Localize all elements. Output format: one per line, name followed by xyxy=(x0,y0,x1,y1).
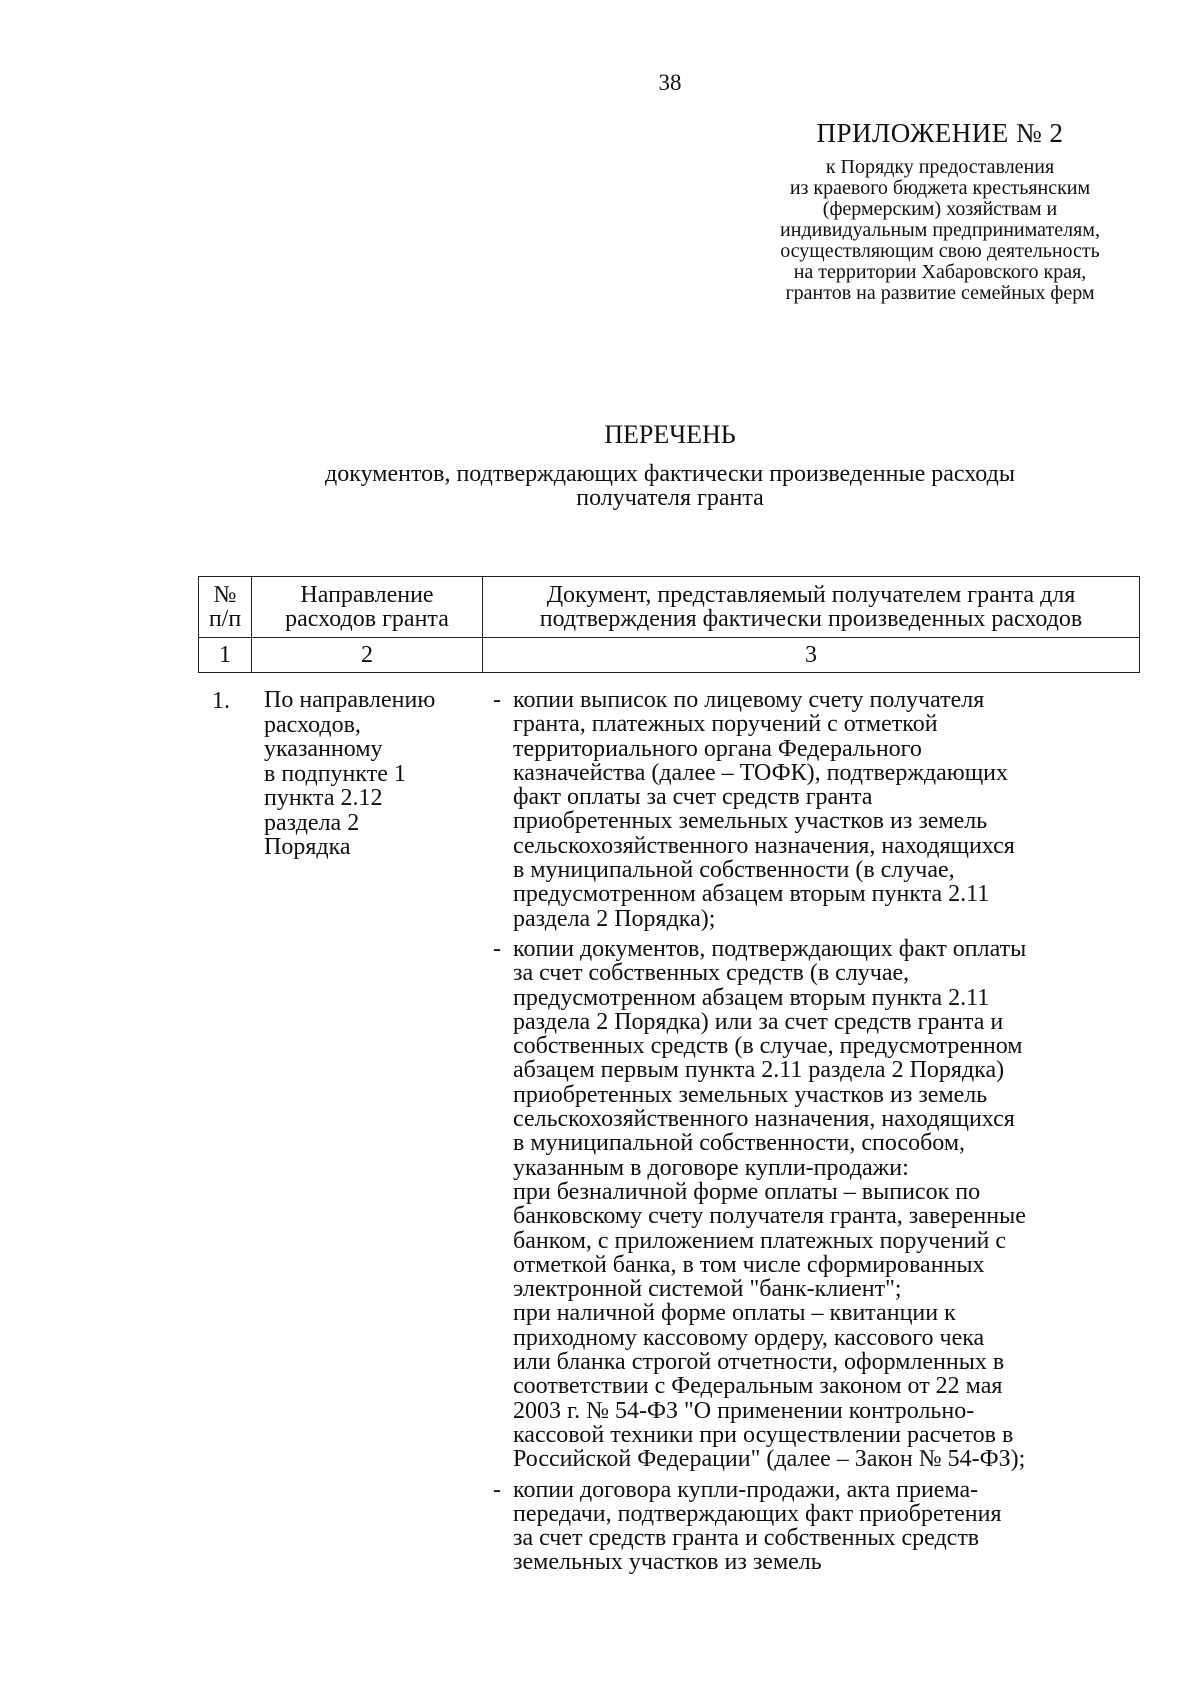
header-cell-document xyxy=(483,577,1140,638)
document-line: предусмотренном абзацем вторым пункта 2.11 xyxy=(513,984,990,1011)
document-line: абзацем первым пункта 2.11 раздела 2 Порядка) xyxy=(513,1057,1005,1084)
document-title: ПЕРЕЧЕНЬ xyxy=(604,420,736,449)
table-header-row xyxy=(199,577,1140,638)
required-documents-list xyxy=(493,688,1153,1581)
document-line: при наличной форме оплаты – квитанции к xyxy=(513,1300,956,1327)
document-line: факт оплаты за счет средств гранта xyxy=(513,784,873,811)
document-subtitle xyxy=(240,462,1100,510)
document-line: раздела 2 Порядка) или за счет средств гранта и xyxy=(513,1008,1004,1035)
appendix-line: осуществляющим свою деятельность xyxy=(780,240,1100,262)
direction-line: расходов, xyxy=(264,711,361,738)
header-cell-number xyxy=(199,577,252,638)
column-number: 3 xyxy=(483,638,1140,673)
document-line: земельных участков из земель xyxy=(513,1549,822,1576)
subtitle-line: документов, подтверждающих фактически произведенные расходы xyxy=(325,461,1015,487)
document-line: или бланка строгой отчетности, оформленных в xyxy=(513,1349,1005,1376)
column-number: 1 xyxy=(199,638,252,673)
document-line: копии выписок по лицевому счету получателя xyxy=(513,687,985,713)
document-line: 2003 г. № 54-ФЗ "О применении контрольно- xyxy=(513,1397,975,1424)
document-line: собственных средств (в случае, предусмотренном xyxy=(513,1033,1023,1060)
column-number-row xyxy=(199,638,1140,673)
document-list-item xyxy=(493,1478,1153,1575)
document-line: соответствии с Федеральным законом от 22 мая xyxy=(513,1373,1003,1400)
header-text: № xyxy=(213,582,237,608)
appendix-line: на территории Хабаровского края, xyxy=(793,261,1087,283)
document-line: копии документов, подтверждающих факт оплаты xyxy=(513,935,1027,962)
list-dash: - xyxy=(493,687,501,713)
header-text: Направление xyxy=(300,582,434,608)
document-line: в муниципальной собственности (в случае, xyxy=(513,857,955,884)
document-line: отметкой банка, в том числе сформированных xyxy=(513,1251,985,1278)
document-line: в муниципальной собственности, способом, xyxy=(513,1130,966,1157)
direction-line: в подпункте 1 xyxy=(264,760,406,787)
appendix-lines xyxy=(740,157,1140,304)
document-list-item xyxy=(493,688,1153,931)
row-number: 1. xyxy=(212,688,230,714)
appendix-line: грантов на развитие семейных ферм xyxy=(785,282,1095,304)
expense-direction xyxy=(264,688,474,860)
document-line: электронной системой "банк-клиент"; xyxy=(513,1276,902,1303)
document-line: сельскохозяйственного назначения, находящихся xyxy=(513,1106,1015,1133)
page-number: 38 xyxy=(658,70,682,95)
document-line: раздела 2 Порядка); xyxy=(513,905,716,932)
document-line: казначейства (далее – ТОФК), подтверждающих xyxy=(513,759,1009,786)
document-line: приходному кассовому ордеру, кассового чека xyxy=(513,1324,985,1351)
document-line: сельскохозяйственного назначения, находящихся xyxy=(513,832,1015,859)
direction-line: пункта 2.12 xyxy=(264,785,383,811)
document-line: передачи, подтверждающих факт приобретения xyxy=(513,1500,1002,1527)
document-line: банковскому счету получателя гранта, заверенные xyxy=(513,1203,1026,1230)
list-dash: - xyxy=(493,935,501,962)
direction-line: По направлению xyxy=(264,687,436,713)
document-line: Российской Федерации" (далее – Закон № 54-ФЗ); xyxy=(513,1446,1026,1473)
document-list-item xyxy=(493,937,1153,1472)
document-line: предусмотренном абзацем вторым пункта 2.11 xyxy=(513,881,990,908)
document-line: при безналичной форме оплаты – выписок по xyxy=(513,1178,981,1205)
document-line: приобретенных земельных участков из земель xyxy=(513,808,988,835)
documents-table-header xyxy=(198,576,1140,673)
header-text: п/п xyxy=(208,606,242,632)
direction-line: Порядка xyxy=(264,834,351,860)
document-line: за счет средств гранта и собственных средств xyxy=(513,1525,980,1552)
appendix-line: индивидуальным предпринимателям, xyxy=(780,219,1100,241)
document-line: территориального органа Федерального xyxy=(513,735,922,762)
document-line: гранта, платежных поручений с отметкой xyxy=(513,711,938,738)
appendix-block xyxy=(740,118,1140,304)
document-line: кассовой техники при осуществлении расчетов в xyxy=(513,1421,1014,1448)
appendix-line: (фермерским) хозяйствам и xyxy=(822,198,1058,220)
subtitle-line: получателя гранта xyxy=(576,485,764,511)
list-dash: - xyxy=(493,1476,501,1503)
header-text: расходов гранта xyxy=(285,606,449,632)
document-line: приобретенных земельных участков из земель xyxy=(513,1081,988,1108)
direction-line: указанному xyxy=(264,736,383,762)
column-number: 2 xyxy=(252,638,483,673)
appendix-line: к Порядку предоставления xyxy=(825,156,1055,178)
document-line: банком, с приложением платежных поручений с xyxy=(513,1227,1007,1254)
document-line: копии договора купли-продажи, акта приема- xyxy=(513,1476,979,1503)
direction-line: раздела 2 xyxy=(264,809,360,836)
header-cell-direction xyxy=(252,577,483,638)
document-line: указанным в договоре купли-продажи: xyxy=(513,1154,909,1181)
appendix-line: из краевого бюджета крестьянским xyxy=(789,177,1091,199)
document-line: за счет собственных средств (в случае, xyxy=(513,960,910,987)
appendix-title: ПРИЛОЖЕНИЕ № 2 xyxy=(816,118,1064,148)
header-text: подтверждения фактически произведенных расходов xyxy=(539,606,1083,632)
header-text: Документ, представляемый получателем гранта для xyxy=(546,582,1076,608)
